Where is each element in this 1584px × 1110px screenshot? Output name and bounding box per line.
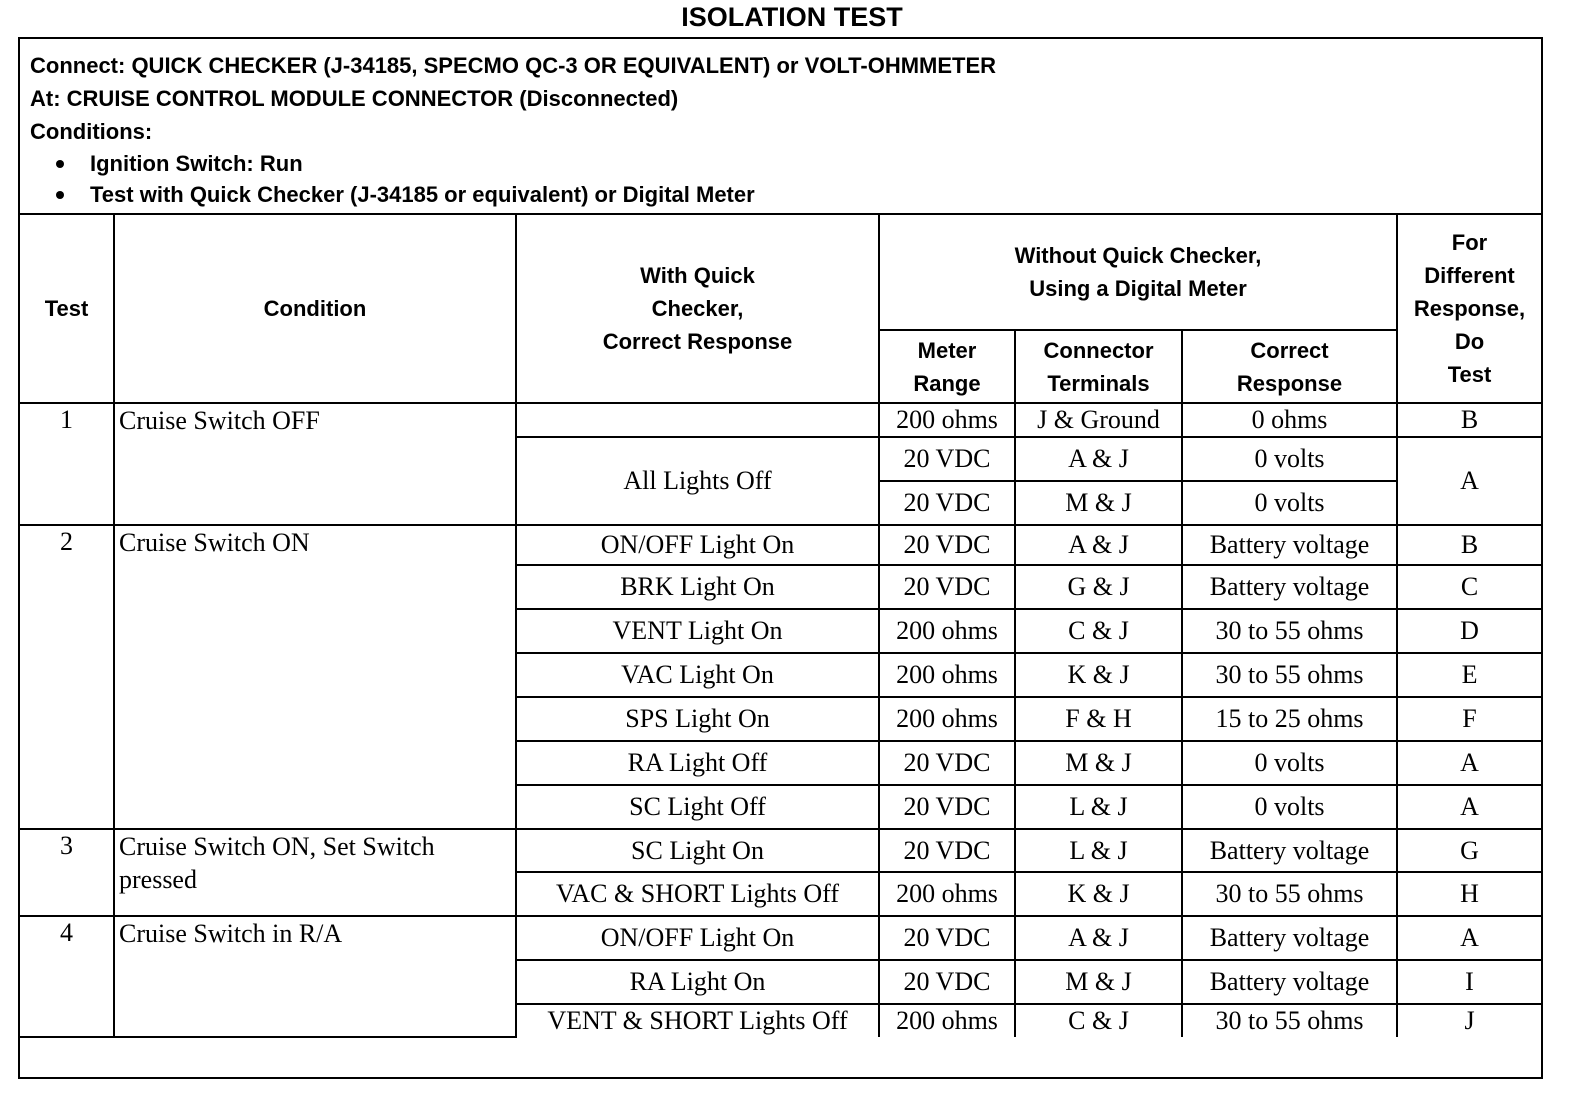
connector-terminals: J & Ground xyxy=(1015,403,1182,437)
correct-response: 30 to 55 ohms xyxy=(1182,653,1397,697)
next-test: A xyxy=(1397,741,1541,785)
column-header-test: Test xyxy=(20,215,114,403)
meter-range: 20 VDC xyxy=(879,785,1015,829)
correct-response: 0 volts xyxy=(1182,437,1397,481)
condition-bullet-tester: Test with Quick Checker (J-34185 or equivalent) or Digital Meter xyxy=(90,179,1531,210)
column-header-connector-terminals: Connector Terminals xyxy=(1015,330,1182,403)
quick-checker-response xyxy=(516,403,879,437)
meter-range: 20 VDC xyxy=(879,565,1015,609)
meter-range: 20 VDC xyxy=(879,829,1015,872)
meter-range: 200 ohms xyxy=(879,609,1015,653)
next-test: D xyxy=(1397,609,1541,653)
meter-range: 200 ohms xyxy=(879,653,1015,697)
meter-range: 20 VDC xyxy=(879,437,1015,481)
test-number: 4 xyxy=(20,916,114,1037)
quick-checker-response: SPS Light On xyxy=(516,697,879,741)
meter-range: 200 ohms xyxy=(879,697,1015,741)
meter-range: 20 VDC xyxy=(879,481,1015,525)
next-test: F xyxy=(1397,697,1541,741)
meter-range: 200 ohms xyxy=(879,1004,1015,1037)
connector-terminals: L & J xyxy=(1015,829,1182,872)
next-test: J xyxy=(1397,1004,1541,1037)
connector-terminals: K & J xyxy=(1015,872,1182,916)
correct-response: 0 volts xyxy=(1182,785,1397,829)
correct-response: Battery voltage xyxy=(1182,960,1397,1004)
condition-bullet-ignition: Ignition Switch: Run xyxy=(90,148,1531,179)
quick-checker-response: VAC Light On xyxy=(516,653,879,697)
isolation-test-table xyxy=(20,215,1541,1038)
quick-checker-response: VENT Light On xyxy=(516,609,879,653)
test-condition: Cruise Switch OFF xyxy=(114,403,516,525)
column-header-condition: Condition xyxy=(114,215,516,403)
next-test: B xyxy=(1397,525,1541,565)
quick-checker-response: RA Light Off xyxy=(516,741,879,785)
correct-response: 0 volts xyxy=(1182,481,1397,525)
next-test: C xyxy=(1397,565,1541,609)
correct-response: Battery voltage xyxy=(1182,525,1397,565)
column-header-quick-checker: With Quick Checker, Correct Response xyxy=(516,215,879,403)
test-number: 2 xyxy=(20,525,114,829)
correct-response: 15 to 25 ohms xyxy=(1182,697,1397,741)
quick-checker-response: BRK Light On xyxy=(516,565,879,609)
connector-terminals: A & J xyxy=(1015,525,1182,565)
column-header-different-response: For Different Response, Do Test xyxy=(1397,215,1541,403)
correct-response: 30 to 55 ohms xyxy=(1182,872,1397,916)
quick-checker-response: ON/OFF Light On xyxy=(516,916,879,960)
meter-range: 20 VDC xyxy=(879,741,1015,785)
meter-range: 20 VDC xyxy=(879,916,1015,960)
column-header-meter-range: Meter Range xyxy=(879,330,1015,403)
table-row xyxy=(20,525,1541,565)
test-number: 1 xyxy=(20,403,114,525)
column-header-correct-response: Correct Response xyxy=(1182,330,1397,403)
quick-checker-response: SC Light On xyxy=(516,829,879,872)
test-number: 3 xyxy=(20,829,114,916)
table-row xyxy=(20,403,1541,437)
quick-checker-response: ON/OFF Light On xyxy=(516,525,879,565)
meter-range: 20 VDC xyxy=(879,960,1015,1004)
conditions-label: Conditions: xyxy=(30,119,153,144)
connector-terminals: M & J xyxy=(1015,960,1182,1004)
connection-instructions xyxy=(20,39,1541,215)
table-row xyxy=(20,916,1541,960)
correct-response: 0 volts xyxy=(1182,741,1397,785)
test-condition: Cruise Switch ON, Set Switch pressed xyxy=(114,829,516,916)
meter-range: 200 ohms xyxy=(879,403,1015,437)
quick-checker-response: SC Light Off xyxy=(516,785,879,829)
next-test: A xyxy=(1397,437,1541,525)
connector-terminals: K & J xyxy=(1015,653,1182,697)
quick-checker-response: VENT & SHORT Lights Off xyxy=(516,1004,879,1037)
test-condition: Cruise Switch ON xyxy=(114,525,516,829)
connector-terminals: C & J xyxy=(1015,609,1182,653)
meter-range: 20 VDC xyxy=(879,525,1015,565)
connector-terminals: G & J xyxy=(1015,565,1182,609)
next-test: I xyxy=(1397,960,1541,1004)
connector-terminals: C & J xyxy=(1015,1004,1182,1037)
next-test: H xyxy=(1397,872,1541,916)
page-title: ISOLATION TEST xyxy=(681,2,903,32)
connect-line: Connect: QUICK CHECKER (J-34185, SPECMO QC-3 OR EQUIVALENT) or VOLT-OHMMETER xyxy=(30,53,997,78)
column-header-digital-meter: Without Quick Checker, Using a Digital Meter xyxy=(879,215,1397,330)
connector-terminals: F & H xyxy=(1015,697,1182,741)
correct-response: Battery voltage xyxy=(1182,916,1397,960)
at-line: At: CRUISE CONTROL MODULE CONNECTOR (Disconnected) xyxy=(30,86,679,111)
quick-checker-response: All Lights Off xyxy=(516,437,879,525)
connector-terminals: A & J xyxy=(1015,916,1182,960)
quick-checker-response: VAC & SHORT Lights Off xyxy=(516,872,879,916)
correct-response: 30 to 55 ohms xyxy=(1182,1004,1397,1037)
quick-checker-response: RA Light On xyxy=(516,960,879,1004)
isolation-test-panel xyxy=(18,37,1543,1079)
conditions-list xyxy=(30,148,1531,210)
next-test: A xyxy=(1397,785,1541,829)
correct-response: 30 to 55 ohms xyxy=(1182,609,1397,653)
next-test: B xyxy=(1397,403,1541,437)
meter-range: 200 ohms xyxy=(879,872,1015,916)
test-condition: Cruise Switch in R/A xyxy=(114,916,516,1037)
correct-response: 0 ohms xyxy=(1182,403,1397,437)
next-test: G xyxy=(1397,829,1541,872)
next-test: A xyxy=(1397,916,1541,960)
connector-terminals: A & J xyxy=(1015,437,1182,481)
table-row xyxy=(20,829,1541,872)
next-test: E xyxy=(1397,653,1541,697)
connector-terminals: L & J xyxy=(1015,785,1182,829)
correct-response: Battery voltage xyxy=(1182,829,1397,872)
connector-terminals: M & J xyxy=(1015,741,1182,785)
connector-terminals: M & J xyxy=(1015,481,1182,525)
correct-response: Battery voltage xyxy=(1182,565,1397,609)
